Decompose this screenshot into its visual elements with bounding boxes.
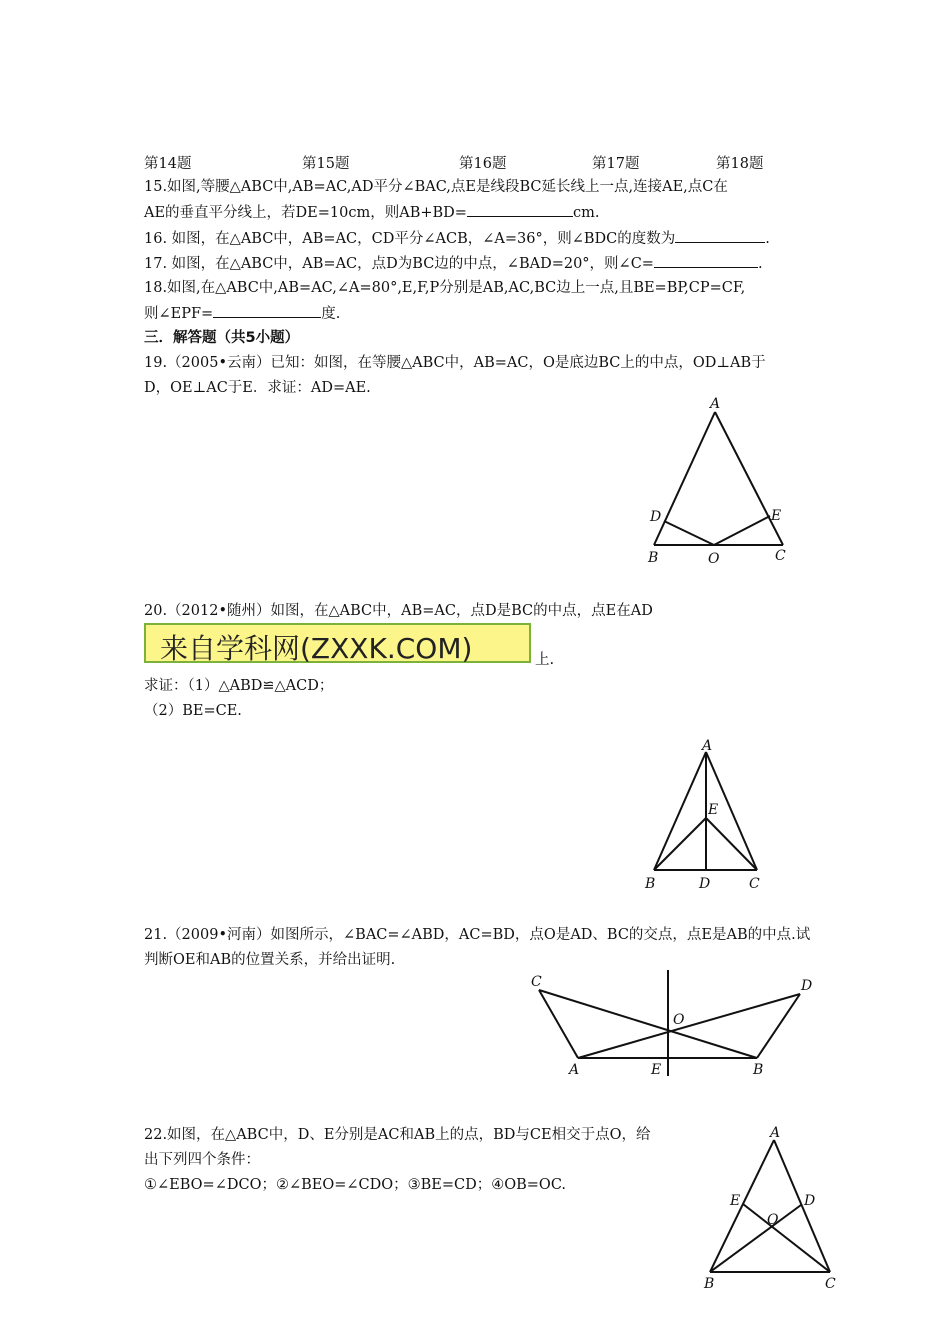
q19-line2: D，OE⊥AC于E．求证：AD=AE. (144, 380, 371, 396)
fig21-label-d: D (801, 978, 813, 994)
watermark-banner (144, 623, 531, 663)
q15-unit: cm. (572, 205, 600, 221)
figure-19 (630, 390, 800, 570)
q18-unit: 度. (321, 306, 341, 322)
fig20-label-b: B (645, 876, 656, 892)
figure-20 (635, 738, 770, 893)
fig19-label-a: A (710, 396, 721, 412)
q20-line1: 20.（2012•随州）如图，在△ABC中，AB=AC，点D是BC的中点，点E在AD (144, 603, 653, 619)
figure-caption-18: 第18题 (716, 156, 764, 172)
q15-text: AE的垂直平分线上，若DE=10cm，则AB+BD= (144, 205, 467, 221)
fig22-label-c: C (825, 1276, 836, 1292)
q16-text: 16. 如图，在△ABC中，AB=AC，CD平分∠ACB，∠A=36°，则∠BDC的度数为 (144, 231, 676, 247)
fig22-label-b: B (704, 1276, 715, 1292)
q20-line4: （2）BE=CE. (144, 703, 242, 719)
fig21-label-a: A (569, 1062, 580, 1078)
q18-line2 (144, 303, 340, 324)
section-heading: 三．解答题（共5小题） (144, 330, 300, 346)
fig22-label-o: O (767, 1212, 779, 1228)
q22-line3: ①∠EBO=∠DCO；②∠BEO=∠CDO；③BE=CD；④OB=OC. (144, 1177, 567, 1193)
fig20-label-c: C (749, 876, 760, 892)
fig19-label-b: B (648, 550, 659, 566)
fig19-label-c: C (775, 548, 786, 564)
q21-line2: 判断OE和AB的位置关系，并给出证明. (144, 952, 396, 968)
q16-answer-blank[interactable] (675, 228, 765, 243)
q17-period: . (757, 256, 763, 272)
fig21-label-b: B (753, 1062, 764, 1078)
q16-line (144, 228, 770, 249)
q15-line1: 15.如图,等腰△ABC中,AB=AC,AD平分∠BAC,点E是线段BC延长线上一点,连接AE,点C在 (144, 179, 728, 195)
q22-line1: 22.如图，在△ABC中，D、E分别是AC和AB上的点，BD与CE相交于点O，给 (144, 1127, 651, 1143)
fig20-label-d: D (699, 876, 711, 892)
q22-line2: 出下列四个条件： (144, 1152, 260, 1168)
fig22-label-e: E (730, 1193, 741, 1209)
fig21-label-o: O (673, 1012, 685, 1028)
q17-answer-blank[interactable] (654, 253, 758, 268)
fig21-label-e: E (651, 1062, 662, 1078)
q20-line3: 求证：（1）△ABD≌△ACD； (144, 678, 334, 694)
q15-answer-blank[interactable] (467, 202, 573, 217)
fig19-label-d: D (650, 509, 662, 525)
q17-text: 17. 如图，在△ABC中，AB=AC，点D为BC边的中点，∠BAD=20°，则∠C= (144, 256, 654, 272)
q17-line (144, 253, 763, 274)
q15-line2 (144, 202, 599, 223)
figure-caption-15: 第15题 (302, 156, 350, 172)
fig20-label-a: A (702, 738, 713, 754)
fig21-label-c: C (531, 974, 542, 990)
figure-caption-14: 第14题 (144, 156, 192, 172)
q21-line1: 21.（2009•河南）如图所示，∠BAC=∠ABD，AC=BD，点O是AD、BC的交点，点E是AB的中点.试 (144, 927, 811, 943)
figure-21 (525, 970, 825, 1082)
figure-caption-17: 第17题 (592, 156, 640, 172)
fig19-label-o: O (708, 551, 720, 567)
watermark-text: 来自学科网(ZXXK.COM) (160, 632, 473, 665)
fig19-label-e: E (771, 508, 782, 524)
fig20-label-e: E (708, 802, 719, 818)
q18-line1: 18.如图,在△ABC中,AB=AC,∠A=80°,E,F,P分别是AB,AC,BC边上一点,且BE=BP,CP=CF, (144, 280, 746, 296)
q18-text: 则∠EPF= (144, 306, 214, 322)
fig22-label-a: A (770, 1125, 781, 1141)
figure-22 (700, 1122, 850, 1294)
q19-line1: 19.（2005•云南）已知：如图，在等腰△ABC中，AB=AC，O是底边BC上的中点，OD⊥AB于 (144, 355, 766, 371)
q16-period: . (765, 231, 770, 247)
q18-answer-blank[interactable] (213, 303, 321, 318)
figure-caption-16: 第16题 (459, 156, 507, 172)
q20-line2-end: 上. (535, 652, 555, 668)
fig22-label-d: D (804, 1193, 816, 1209)
